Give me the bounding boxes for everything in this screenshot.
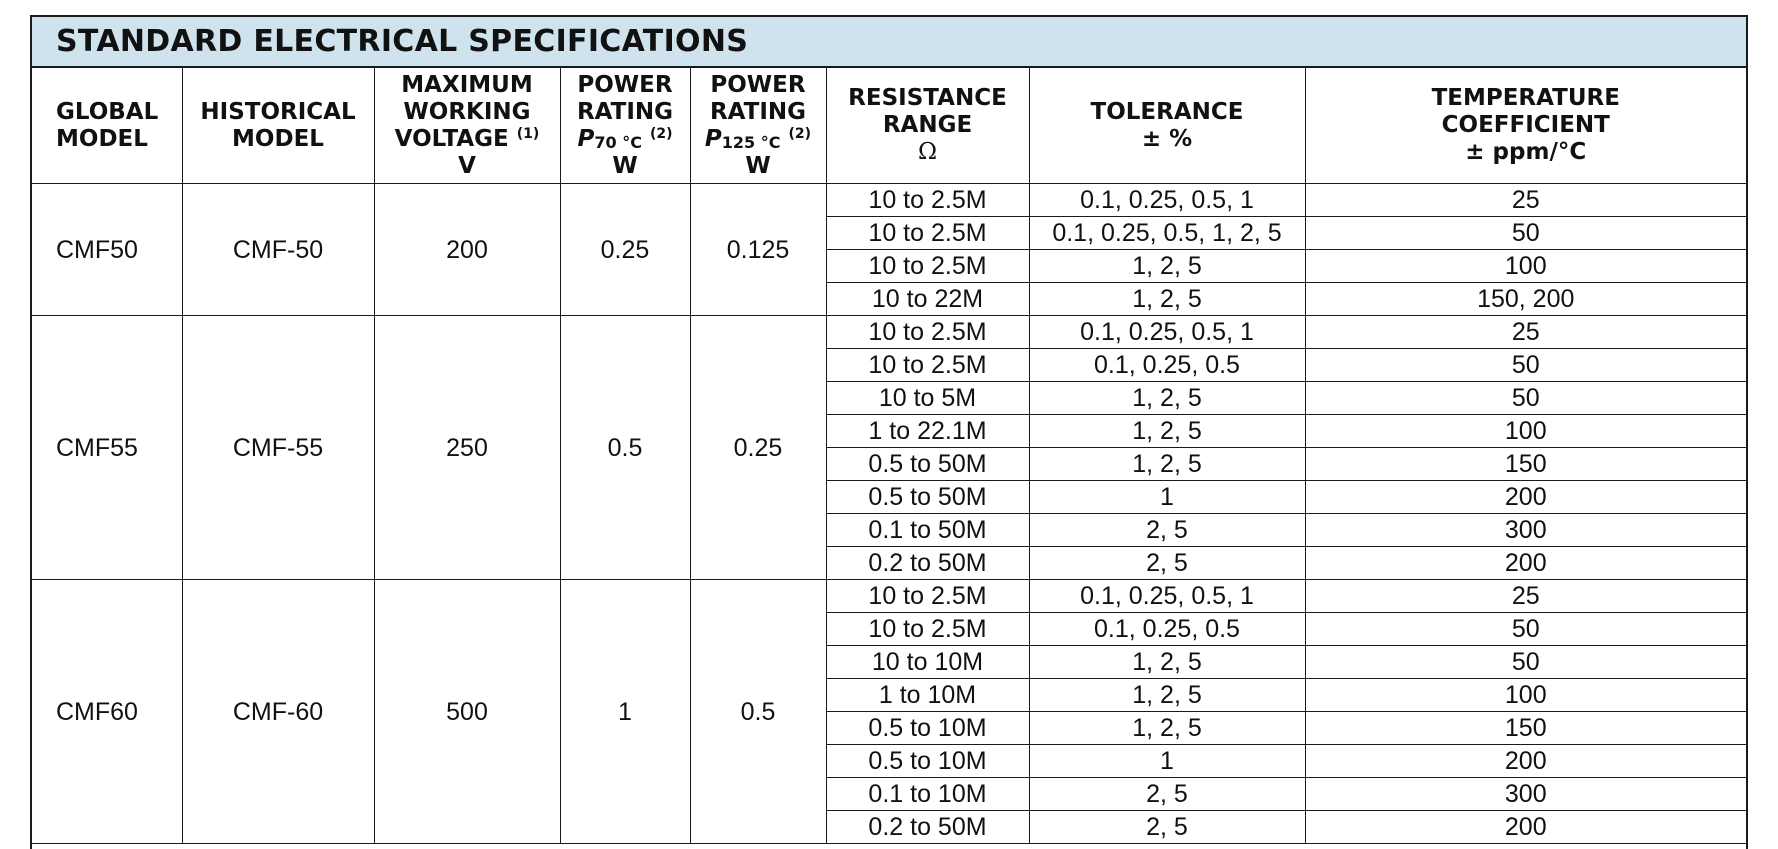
tolerance-cell: 1: [1029, 481, 1305, 514]
power70-cell: 0.5: [560, 316, 690, 580]
tolerance-cell: 1: [1029, 745, 1305, 778]
tolerance-cell: 1, 2, 5: [1029, 283, 1305, 316]
resistance-range-cell: 10 to 2.5M: [826, 613, 1029, 646]
resistance-range-cell: 10 to 2.5M: [826, 349, 1029, 382]
tolerance-cell: 1, 2, 5: [1029, 415, 1305, 448]
power125-cell: 0.25: [690, 316, 826, 580]
tolerance-cell: 2, 5: [1029, 778, 1305, 811]
historical-model-cell: CMF-50: [182, 184, 374, 316]
footnote-2-marker: (2): [788, 125, 812, 142]
tcr-cell: 50: [1305, 613, 1746, 646]
header-global-model: GLOBAL MODEL: [32, 68, 182, 184]
tolerance-cell: 2, 5: [1029, 514, 1305, 547]
tcr-cell: 25: [1305, 184, 1746, 217]
tcr-cell: 150, 200: [1305, 283, 1746, 316]
voltage-unit: V: [458, 152, 476, 179]
power125-unit: W: [745, 152, 771, 179]
resistance-range-cell: 0.5 to 50M: [826, 448, 1029, 481]
header-resistance-range: RESISTANCE RANGE Ω: [826, 68, 1029, 184]
voltage-cell: 200: [374, 184, 560, 316]
resistance-range-cell: 10 to 2.5M: [826, 217, 1029, 250]
ohm-unit: Ω: [917, 139, 938, 165]
spec-table: [32, 68, 1746, 844]
header-row: [32, 68, 1746, 184]
tcr-cell: 50: [1305, 217, 1746, 250]
global-model-cell: CMF60: [32, 580, 182, 844]
tcr-cell: 200: [1305, 811, 1746, 844]
resistance-range-cell: 0.2 to 50M: [826, 811, 1029, 844]
tcr-unit: ± ppm/°C: [1465, 139, 1587, 165]
tolerance-cell: 0.1, 0.25, 0.5, 1: [1029, 580, 1305, 613]
power70-cell: 0.25: [560, 184, 690, 316]
tcr-cell: 150: [1305, 448, 1746, 481]
tolerance-unit: ± %: [1141, 125, 1193, 152]
tcr-cell: 200: [1305, 481, 1746, 514]
header-max-voltage: MAXIMUM WORKING VOLTAGE $^{(1)}$ V: [374, 68, 560, 184]
header-historical-model: HISTORICAL MODEL: [182, 68, 374, 184]
header-power-70: POWER RATING $P_{70 ^\circ C}$ $^{(2)}$ W: [560, 68, 690, 184]
tcr-cell: 150: [1305, 712, 1746, 745]
resistance-range-cell: 10 to 2.5M: [826, 250, 1029, 283]
tcr-cell: 25: [1305, 580, 1746, 613]
historical-model-cell: CMF-60: [182, 580, 374, 844]
tcr-cell: 50: [1305, 382, 1746, 415]
table-row: [32, 184, 1746, 217]
power70-cell: 1: [560, 580, 690, 844]
voltage-cell: 250: [374, 316, 560, 580]
resistance-range-cell: 0.1 to 50M: [826, 514, 1029, 547]
spec-table-body: [32, 184, 1746, 844]
tolerance-cell: 2, 5: [1029, 547, 1305, 580]
historical-model-cell: CMF-55: [182, 316, 374, 580]
tolerance-cell: 1, 2, 5: [1029, 448, 1305, 481]
tolerance-cell: 1, 2, 5: [1029, 646, 1305, 679]
resistance-range-cell: 10 to 2.5M: [826, 184, 1029, 217]
resistance-range-cell: 0.5 to 10M: [826, 712, 1029, 745]
power70-unit: W: [612, 152, 638, 179]
power125-cell: 0.5: [690, 580, 826, 844]
global-model-cell: CMF50: [32, 184, 182, 316]
tolerance-cell: 2, 5: [1029, 811, 1305, 844]
tcr-cell: 200: [1305, 745, 1746, 778]
tolerance-cell: 1, 2, 5: [1029, 679, 1305, 712]
header-temperature-coefficient: TEMPERATURE COEFFICIENT ± ppm/°C: [1305, 68, 1746, 184]
resistance-range-cell: 10 to 10M: [826, 646, 1029, 679]
voltage-cell: 500: [374, 580, 560, 844]
resistance-range-cell: 10 to 2.5M: [826, 580, 1029, 613]
spec-table-frame: [30, 15, 1748, 849]
table-title: STANDARD ELECTRICAL SPECIFICATIONS: [56, 24, 749, 59]
resistance-range-cell: 0.2 to 50M: [826, 547, 1029, 580]
resistance-range-cell: 0.5 to 10M: [826, 745, 1029, 778]
resistance-range-cell: 10 to 5M: [826, 382, 1029, 415]
tolerance-cell: 1, 2, 5: [1029, 382, 1305, 415]
tolerance-cell: 1, 2, 5: [1029, 250, 1305, 283]
tolerance-cell: 0.1, 0.25, 0.5: [1029, 613, 1305, 646]
tcr-cell: 100: [1305, 679, 1746, 712]
resistance-range-cell: 1 to 10M: [826, 679, 1029, 712]
table-title-bar: [32, 17, 1746, 68]
tcr-cell: 50: [1305, 349, 1746, 382]
tolerance-cell: 0.1, 0.25, 0.5, 1: [1029, 316, 1305, 349]
tcr-cell: 100: [1305, 415, 1746, 448]
tolerance-cell: 0.1, 0.25, 0.5, 1, 2, 5: [1029, 217, 1305, 250]
tcr-cell: 50: [1305, 646, 1746, 679]
tolerance-cell: 1, 2, 5: [1029, 712, 1305, 745]
table-row: [32, 580, 1746, 613]
table-row: [32, 316, 1746, 349]
header-power-125: POWER RATING $P_{125 ^\circ C}$ $^{(2)}$ W: [690, 68, 826, 184]
tcr-cell: 200: [1305, 547, 1746, 580]
resistance-range-cell: 0.5 to 50M: [826, 481, 1029, 514]
resistance-range-cell: 10 to 22M: [826, 283, 1029, 316]
tolerance-cell: 0.1, 0.25, 0.5, 1: [1029, 184, 1305, 217]
footnote-1-marker: (1): [516, 125, 540, 142]
header-tolerance: TOLERANCE ± %: [1029, 68, 1305, 184]
tcr-cell: 300: [1305, 778, 1746, 811]
resistance-range-cell: 0.1 to 10M: [826, 778, 1029, 811]
tcr-cell: 25: [1305, 316, 1746, 349]
tolerance-cell: 0.1, 0.25, 0.5: [1029, 349, 1305, 382]
tcr-cell: 300: [1305, 514, 1746, 547]
power125-cell: 0.125: [690, 184, 826, 316]
resistance-range-cell: 1 to 22.1M: [826, 415, 1029, 448]
footnote-2-marker: (2): [649, 125, 673, 142]
global-model-cell: CMF55: [32, 316, 182, 580]
resistance-range-cell: 10 to 2.5M: [826, 316, 1029, 349]
tcr-cell: 100: [1305, 250, 1746, 283]
